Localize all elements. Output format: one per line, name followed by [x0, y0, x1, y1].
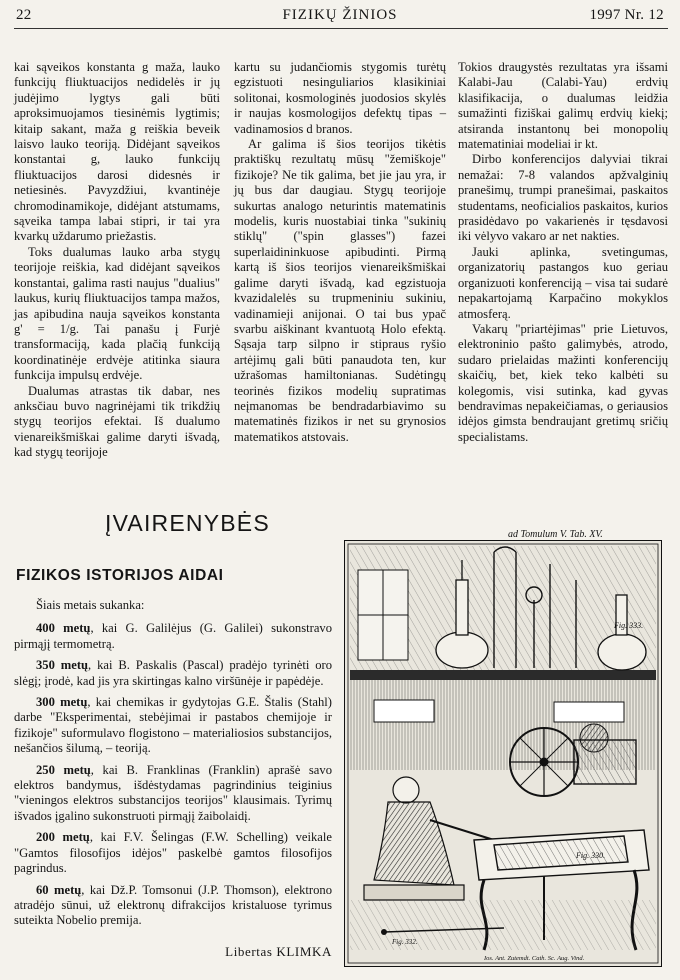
history-item [14, 763, 332, 825]
fig-label-333: Fig. 333. [614, 621, 644, 630]
article-column-1 [14, 60, 220, 461]
laboratory-engraving [344, 540, 662, 967]
section-title: FIZIKOS ISTORIJOS AIDAI [16, 567, 224, 584]
page-number: 22 [16, 7, 32, 23]
history-text: , kai chemikas ir gydytojas G.E. Štalis (Stahl) darbe "Eksperimentai, stebėjimai ir pastabos chemijoje ir fizikoje" suformulavo flogistono – materialiosios substancijos, nešančios šilumą, – teoriją. [14, 695, 332, 756]
paragraph: Ar galima iš šios teorijos tikėtis praktiškų rezultatų mūsų "žemiškoje" fizikoje? Ne tik galima, bet jie jau yra, ir jų bus dar daugiau. Stygų teorijoje sukurtas analogo neturintis matematinis modelis, kuris nuostabiai tinka "sukinių stiklų" ("spin glasses") fazei superlaidininkuose apibudinti. Pirmą kartą iš šios teorijos vienareikšmiškai galime daryti išvadą, kad egzistuoja kvazidalelės su trupmeniniu sukiniu, vadinamieji anijonai. O tai bus ypač svarbu aiškinant kvantuotą Holo efektą. Sąsaja tarp silpno ir stipraus ryšio artėjimų gali būti panaudota ten, kur užrašomas hamiltonianas. Sudėtingų teorinės fizikos modelių supratimas neįmanomas be bendradarbiavimo su matematinės fizikos ir net su grynosios matematikos atstovais. [234, 137, 446, 444]
paragraph: kai sąveikos konstanta g maža, lauko funkcijų fliuktuacijos nedidelės ir jų judėjimo lygtys gali būti aproksimuojamos tiesinėmis lygtimis; kitaip sakant, maža g reiškia beveik laisvo lauko teoriją. Didėjant sąveikos konstantai g, lauko funkcijų fliuktuacijos darosi didesnės ir netiesinės. Pavyzdžiui, kvantinėje chromodinamikoje, didėjant atstumams, sąveika tampa labai stipri, ir tai yra kvarkų uždarumo priežastis. [14, 60, 220, 244]
history-item [14, 830, 332, 876]
engraver-signature: Ios. Ant. Zutemdt. Cath. Sc. Aug. Vind. [484, 955, 585, 962]
history-text: , kai Dž.P. Tomsonui (J.P. Thomson), elektrono atradėjo sūnui, už elektronų difrakcijos kristaluose tyrimus suteikta Nobelio premija. [14, 882, 332, 928]
journal-title: FIZIKŲ ŽINIOS [282, 7, 398, 23]
engraving-caption: ad Tomulum V. Tab. XV. [508, 529, 603, 540]
author-signature: Libertas KLIMKA [225, 944, 332, 959]
history-item [14, 883, 332, 929]
history-text: , kai B. Paskalis (Pascal) pradėjo tyrinėti oro slėgį; įrodė, kad jis yra skirtingas kalno viršūnėje ir papėdėje. [14, 658, 332, 688]
paragraph: Dirbo konferencijos dalyviai tikrai nemažai: 7-8 valandos apžvalginių pranešimų, trumpi pranešimai, paskaitos studentams, neoficialios paskaitos, kurios prasidėdavo po vakarienės ir tęsdavosi iki vėlyvo vakaro ar net nakties. [458, 152, 668, 244]
history-text: , kai G. Galilėjus (G. Galilei) sukonstravo pirmąjį termometrą. [14, 621, 332, 651]
rubric-heading: ĮVAIRENYBĖS [105, 510, 270, 536]
paragraph: Dualumas atrastas tik dabar, nes anksčiau buvo nagrinėjami tik trikdžių stygų teorijos efektai. Iš dualumo vienareikšmiškai galime daryti išvadą, kad stygų teorijoje [14, 383, 220, 460]
fig-label-332: Fig. 332. [392, 938, 418, 946]
history-text: , kai F.V. Šelingas (F.W. Schelling) veikale "Gamtos filosofijos idėjos" paskelbė gamtos filosofijos pagrindus. [14, 830, 332, 876]
history-years: 60 metų [36, 882, 82, 897]
header-rule [14, 28, 668, 29]
history-item [14, 658, 332, 689]
article-column-3 [458, 60, 668, 445]
paragraph: Vakarų "priartėjimas" prie Lietuvos, elektroninio pašto galimybės, atrodo, sudaro prielaidas mažinti konferencijų skaičių, bet, kiek teko kalbėti su kolegomis, visi sutinka, kad gyvas bendravimas nepakeičiamas, o geriausios idėjos gimsta bendraujant gretimų sričių specialistams. [458, 321, 668, 444]
fig-label-330: Fig. 330. [576, 851, 606, 860]
issue-number: 1997 Nr. 12 [589, 7, 664, 23]
history-item [14, 621, 332, 652]
history-item [14, 695, 332, 757]
history-years: 250 metų [36, 762, 91, 777]
history-text: , kai B. Franklinas (Franklin) aprašė savo elektros bandymus, išdėstydamas pagrindinius teiginius "vieningos elektros substancijos teorijos" klausimais. Tyrimų išvados įgalino sukonstruoti pirmąjį žaibolaidį. [14, 762, 332, 823]
history-intro: Šiais metais sukanka: [36, 598, 145, 612]
article-column-2 [234, 60, 446, 445]
history-years: 300 metų [36, 695, 88, 710]
paragraph: Tokios draugystės rezultatas yra išsami Kalabi-Jau (Calabi-Yau) erdvių klasifikacija, o dualumas leidžia sumažinti fiziškai galimų erdvių kiekį; atsiranda instantonų bei monopolių matematiniai modeliai ir kt. [458, 60, 668, 152]
paragraph: Jauki aplinka, svetingumas, organizatorių pastangos kuo geriau organizuoti konferenciją – visa tai sudarė nepakartojamą Karpačino mokyklos atmosferą. [458, 244, 668, 321]
history-years: 200 metų [36, 830, 90, 845]
history-years: 350 metų [36, 658, 89, 673]
paragraph: Toks dualumas lauko arba stygų teorijoje reiškia, kad didėjant sąveikos konstantai, galima rasti naujus "dualius" laukus, kurių fliuktuacijos tampa mažos, jas apibudina nauja sąveikos konstanta g' = 1/g. Tai panašu į Furjė transformaciją, kada plačią funkciją koordinatinėje erdvėje atitinka siaura funkcija impulsų erdvėje. [14, 244, 220, 383]
history-years: 400 metų [36, 621, 91, 636]
history-list [14, 598, 332, 935]
paragraph: kartu su judančiomis stygomis turėtų egzistuoti nesinguliarios klasikiniai solitonai, kosmologinės juodosios skylės ir naujas kosmologijos defektų tipas – vadinamosios d branos. [234, 60, 446, 136]
